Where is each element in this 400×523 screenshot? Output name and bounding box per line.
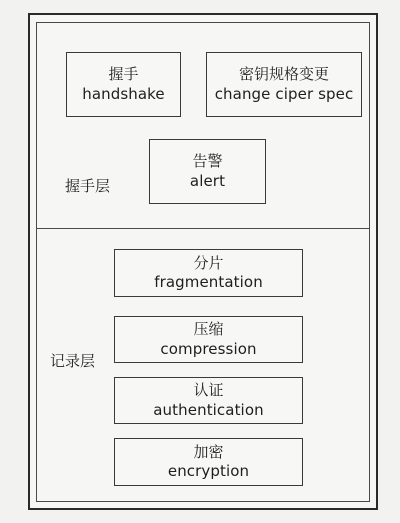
encryption-box xyxy=(114,438,303,486)
alert-cn-label: 告警 xyxy=(192,152,223,170)
layer-divider xyxy=(36,228,370,229)
compression-cn-label: 压缩 xyxy=(193,320,224,338)
authentication-box xyxy=(114,377,303,424)
handshake-en-label: handshake xyxy=(82,84,165,103)
fragmentation-cn-label: 分片 xyxy=(193,253,224,272)
compression-en-label: compression xyxy=(160,339,257,358)
handshake-box xyxy=(66,52,181,117)
encryption-cn-label: 加密 xyxy=(193,442,224,461)
handshake-layer-label: 握手层 xyxy=(65,177,111,195)
handshake-cn-label: 握手 xyxy=(108,65,139,83)
compression-box xyxy=(114,316,303,363)
alert-box xyxy=(149,139,266,204)
alert-en-label: alert xyxy=(189,171,226,190)
record-layer-label: 记录层 xyxy=(50,352,96,370)
authentication-en-label: authentication xyxy=(153,400,264,419)
change-cipher-spec-en-label: change ciper spec xyxy=(214,84,354,103)
fragmentation-en-label: fragmentation xyxy=(154,273,263,291)
encryption-en-label: encryption xyxy=(167,462,250,480)
fragmentation-box xyxy=(114,249,303,297)
authentication-cn-label: 认证 xyxy=(193,381,224,399)
change-cipher-spec-box xyxy=(206,52,362,117)
change-cipher-spec-cn-label: 密钥规格变更 xyxy=(238,65,329,83)
